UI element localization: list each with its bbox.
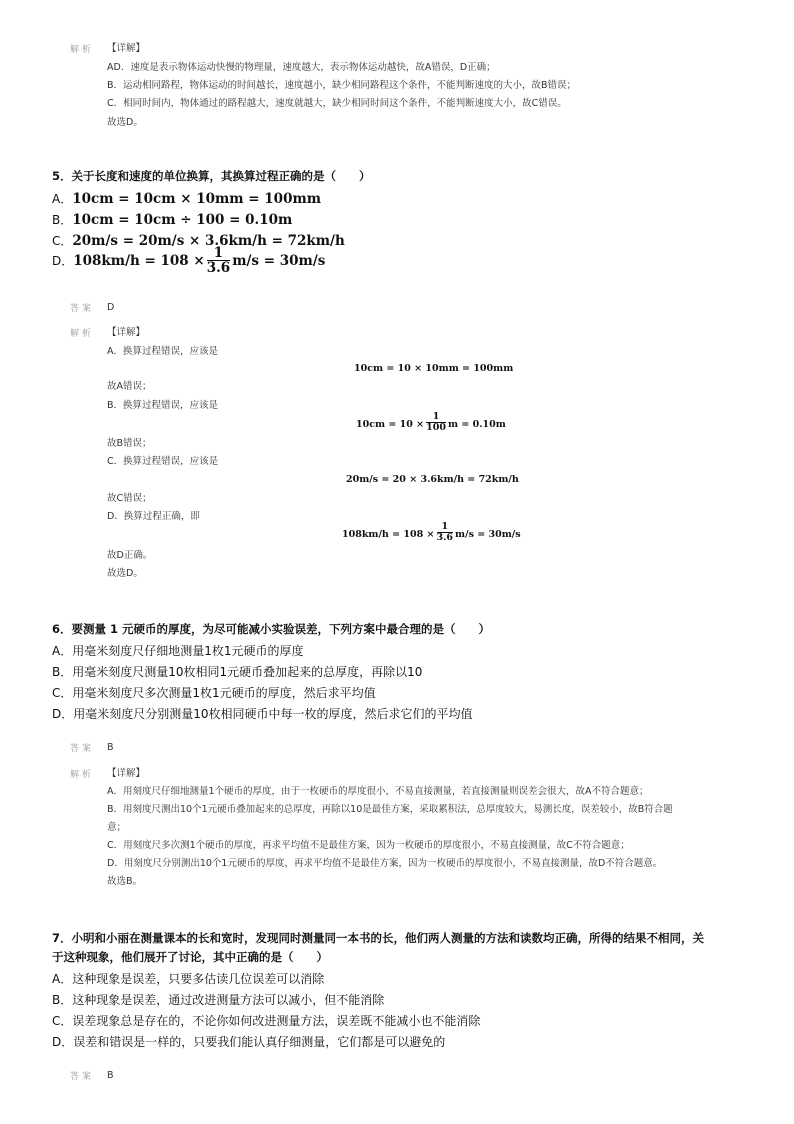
detail-heading: 【详解】 [107,43,146,54]
answer-label: 答案 [70,304,95,314]
analysis-line: 意； [107,822,127,833]
formula-part: 108km/h = 108 × [342,529,435,540]
q7-option-c: C．误差现象总是存在的，不论你如何改进测量方法，误差既不能减小也不能消除 [52,1014,481,1028]
fraction [426,412,446,433]
analysis-line: 故A错误； [107,381,152,392]
formula: 10cm = 10 × 10mm = 100mm [354,363,514,374]
analysis-line: C．用刻度尺多次测1个硬币的厚度，再求平均值不是最佳方案，因为一枚硬币的厚度很小，不易直接测量，故C不符合题意； [107,840,630,851]
analysis-line: 故选D。 [107,117,143,128]
answer-label: 答案 [70,744,95,754]
question-5-title: 5．关于长度和速度的单位换算，其换算过程正确的是（ ） [52,169,371,183]
q7-option-d: D．误差和错误是一样的，只要我们能认真仔细测量，它们都是可以避免的 [52,1035,446,1049]
fraction-numerator: 1 [213,245,224,261]
formula: 20m/s = 20 × 3.6km/h = 72km/h [346,474,519,485]
analysis-line: 故选B。 [107,876,143,887]
formula-part: m = 0.10m [447,419,506,430]
q5-option-a [52,188,321,207]
q5-option-d [52,246,325,275]
option-formula: 10cm = 10cm ÷ 100 = 0.10m [72,212,293,228]
answer-value: B [107,1070,114,1081]
option-letter: D． [52,254,74,269]
option-letter: C． [52,234,73,248]
analysis-line: C．相同时间内，物体通过的路程越大，速度就越大，缺少相同时间这个条件，不能判断速度大小，故C错误。 [107,98,567,109]
q6-option-a: A．用毫米刻度尺仔细地测量1枚1元硬币的厚度 [52,644,304,658]
q6-option-b: B．用毫米刻度尺测量10枚相同1元硬币叠加起来的总厚度，再除以10 [52,665,423,679]
option-letter: B． [52,213,73,227]
fraction [437,522,454,543]
formula-part: m/s = 30m/s [232,253,326,270]
formula-part: 10cm = 10 × [356,419,425,430]
formula [356,412,506,433]
fraction-denominator: 100 [426,422,446,433]
analysis-line: 故B错误； [107,438,152,449]
question-6-title: 6．要测量 1 元硬币的厚度，为尽可能减小实验误差，下列方案中最合理的是（ ） [52,622,491,636]
formula-part: 108km/h = 108 × [73,253,205,270]
analysis-line: B．换算过程错误，应该是 [107,400,219,411]
fraction-denominator: 3.6 [206,260,231,277]
fraction-numerator: 1 [441,521,449,533]
q7-option-a: A．这种现象是误差，只要多估读几位误差可以消除 [52,972,325,986]
q5-option-b [52,209,292,228]
fraction-denominator: 3.6 [436,532,454,543]
detail-heading: 【详解】 [107,327,146,338]
option-letter: A． [52,192,73,206]
question-7-title: 7．小明和小丽在测量课本的长和宽时，发现同时测量同一本书的长，他们两人测量的方法和读数均正确，所得的结果不相同，关 [52,931,704,945]
analysis-line: 故D正确。 [107,550,153,561]
fraction [207,246,231,275]
analysis-line: D．换算过程正确，即 [107,511,200,522]
answer-value: B [107,742,114,753]
formula-part: m/s = 30m/s [455,529,521,540]
analysis-label: 解析 [70,770,95,780]
q6-option-c: C．用毫米刻度尺多次测量1枚1元硬币的厚度，然后求平均值 [52,686,376,700]
analysis-line: D．用刻度尺分别测出10个1元硬币的厚度，再求平均值不是最佳方案，因为一枚硬币的厚度很小，不易直接测量，故D不符合题意。 [107,858,663,869]
analysis-line: 故C错误； [107,493,152,504]
answer-label: 答案 [70,1072,95,1082]
option-formula: 10cm = 10cm × 10mm = 100mm [72,191,322,207]
analysis-label: 解析 [70,329,95,339]
option-formula: 20m/s = 20m/s × 3.6km/h = 72km/h [72,233,345,249]
analysis-line: AD．速度是表示物体运动快慢的物理量，速度越大，表示物体运动越快，故A错误，D正确； [107,62,496,73]
analysis-label: 解析 [70,45,95,55]
analysis-line: A．换算过程错误，应该是 [107,346,218,357]
analysis-line: B．用刻度尺测出10个1元硬币叠加起来的总厚度，再除以10是最佳方案，采取累积法，总厚度较大，易测长度，误差较小，故B符合题 [107,804,673,815]
analysis-line: A．用刻度尺仔细地测量1个硬币的厚度，由于一枚硬币的厚度很小，不易直接测量，若直接测量则误差会很大，故A不符合题意； [107,786,649,797]
analysis-line: C．换算过程错误，应该是 [107,456,219,467]
formula [342,522,521,543]
detail-heading: 【详解】 [107,768,146,779]
answer-value: D [107,302,115,313]
analysis-line: B．运动相同路程，物体运动的时间越长，速度越小，缺少相同路程这个条件，不能判断速度的大小，故B错误； [107,80,577,91]
q6-option-d: D．用毫米刻度尺分别测量10枚相同硬币中每一枚的厚度，然后求它们的平均值 [52,707,473,721]
analysis-line: 故选D。 [107,568,143,579]
q7-option-b: B．这种现象是误差，通过改进测量方法可以减小，但不能消除 [52,993,385,1007]
fraction-numerator: 1 [432,411,440,423]
question-7-title-cont: 于这种现象，他们展开了讨论，其中正确的是（ ） [52,950,328,964]
